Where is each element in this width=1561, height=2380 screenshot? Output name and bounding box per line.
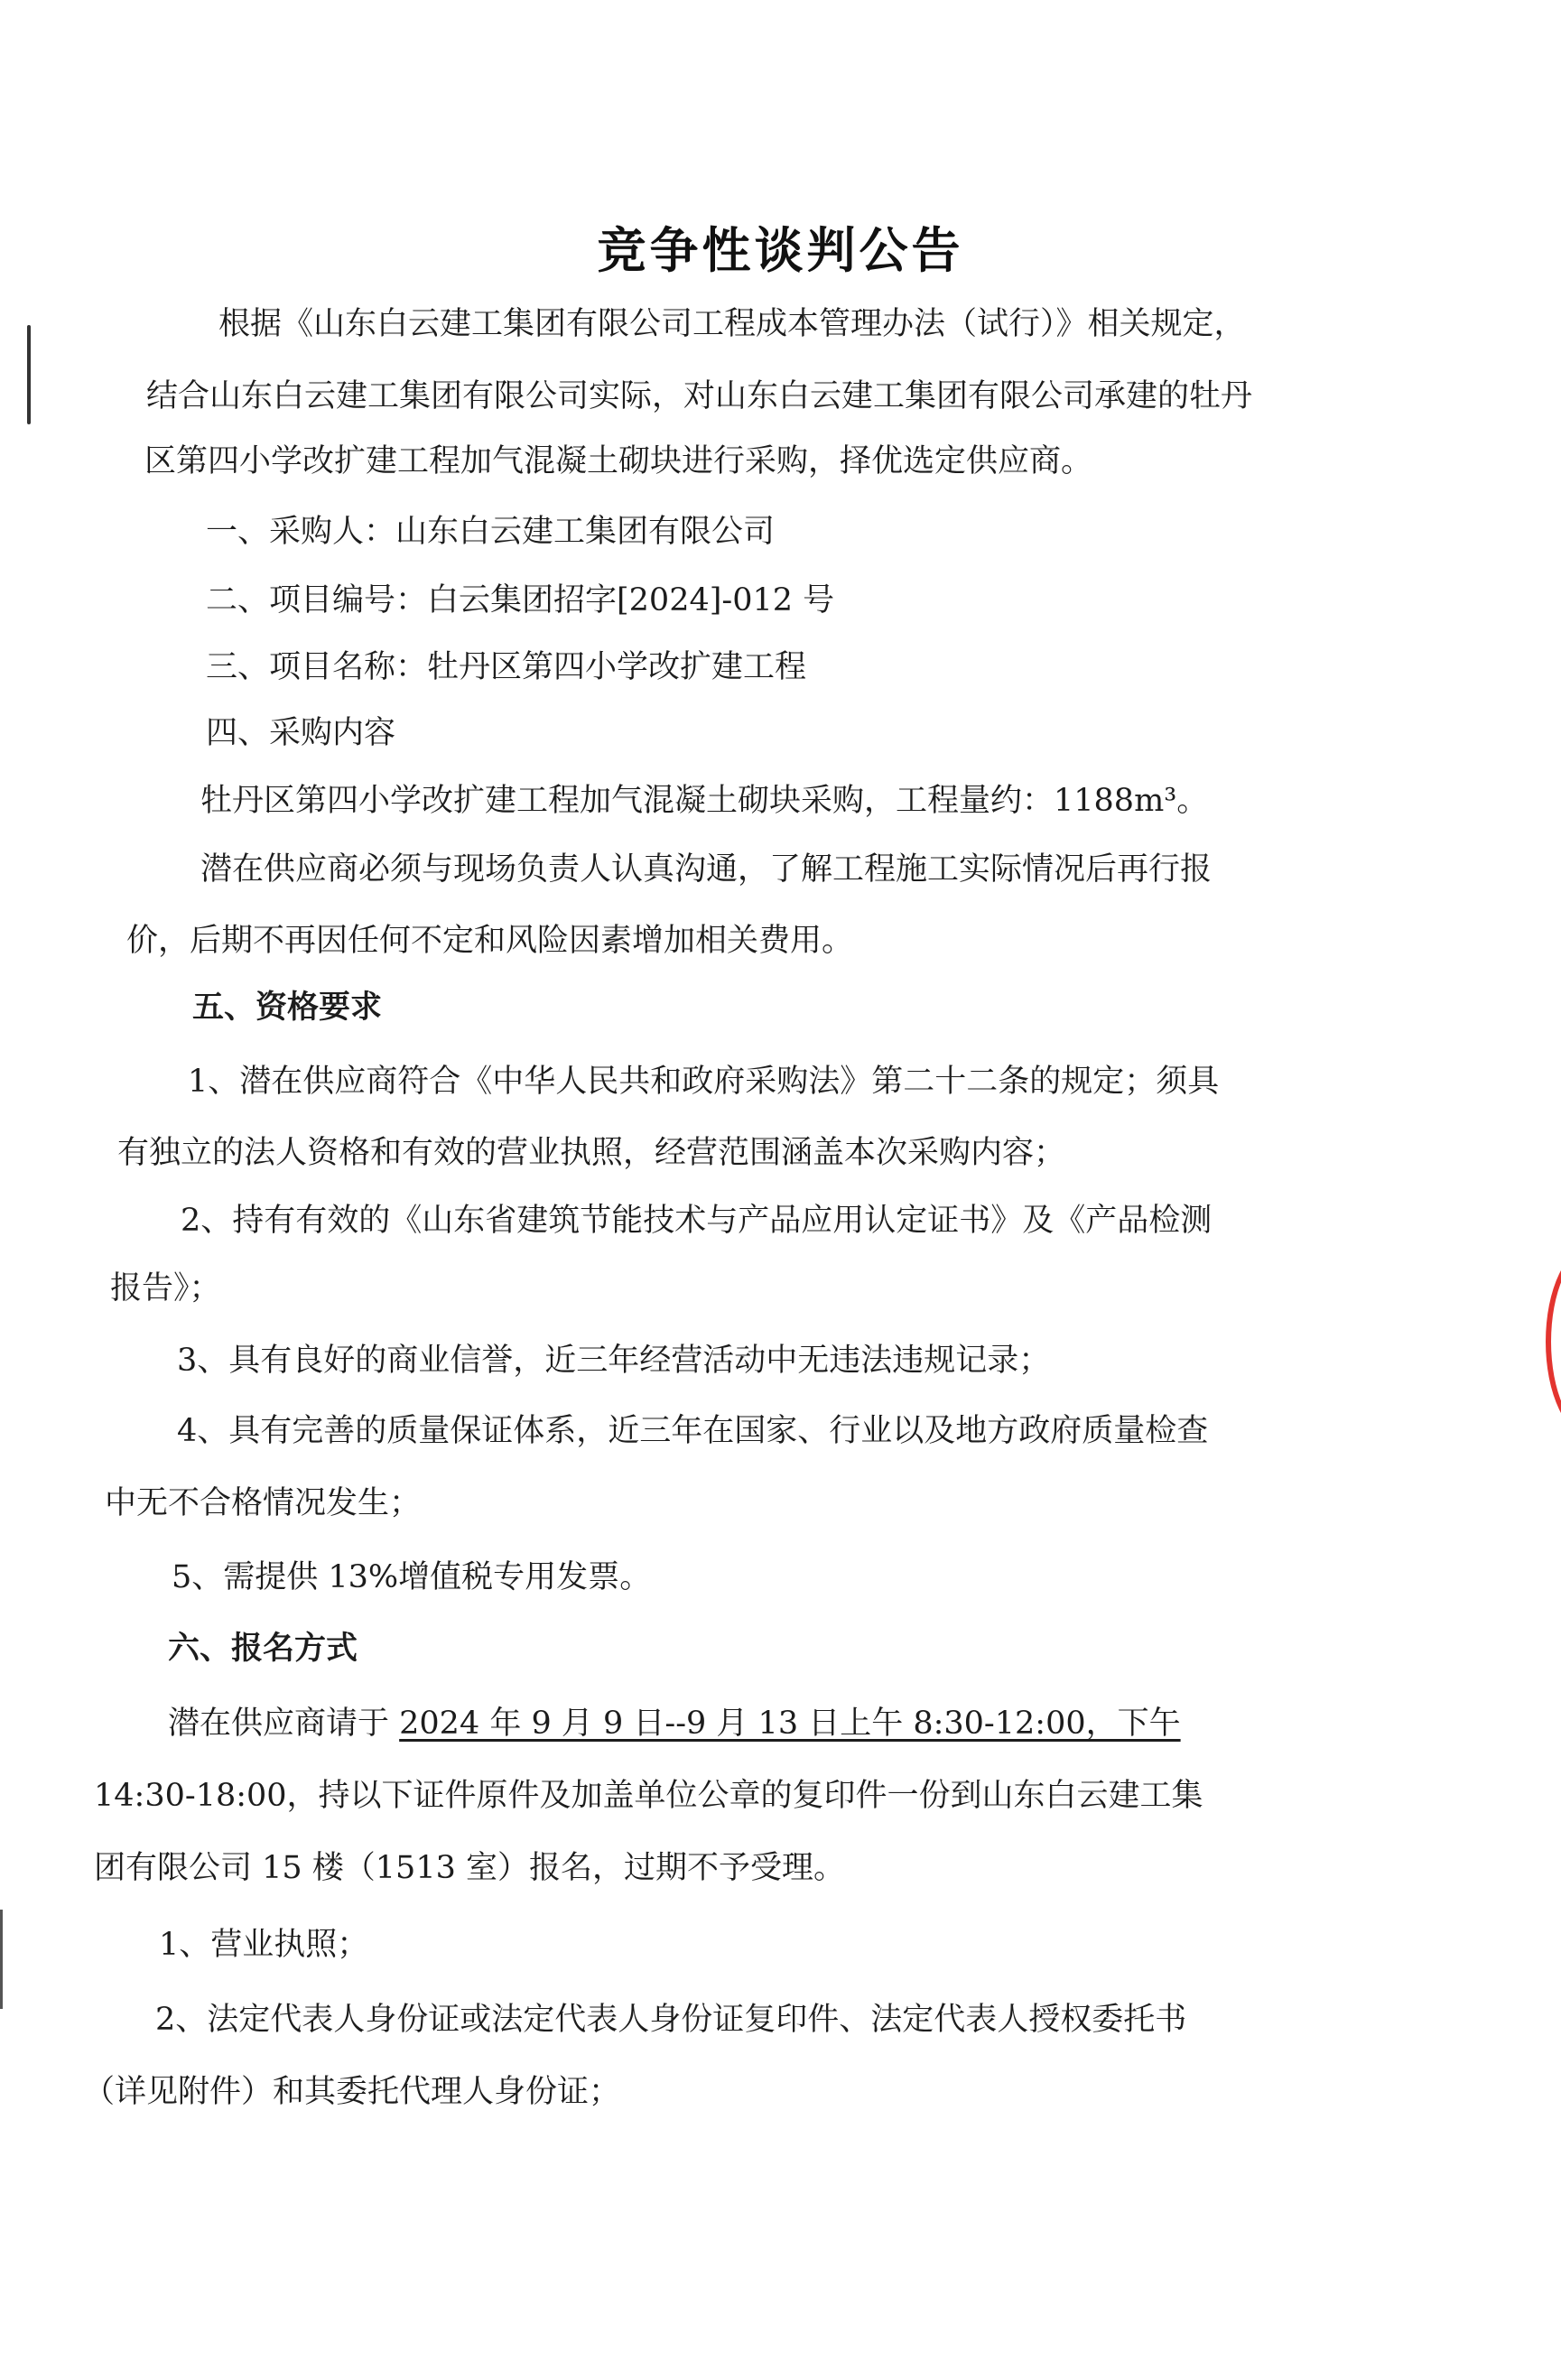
qualification-3: 3、具有良好的商业信誉，近三年经营活动中无违法违规记录； <box>177 1343 1051 1379</box>
required-doc-1: 1、营业执照； <box>159 1927 369 1963</box>
purchaser-line: 一、采购人：山东白云建工集团有限公司 <box>206 514 776 550</box>
signup-line-3: 团有限公司 15 楼（1513 室）报名，过期不予受理。 <box>94 1850 845 1886</box>
content-heading: 四、采购内容 <box>206 715 396 751</box>
intro-line-2: 结合山东白云建工集团有限公司实际，对山东白云建工集团有限公司承建的牡丹 <box>146 378 1253 414</box>
intro-line-1: 根据《山东白云建工集团有限公司工程成本管理办法（试行）》相关规定， <box>218 306 1246 342</box>
qualification-5: 5、需提供 13%增值税专用发票。 <box>172 1559 652 1595</box>
signup-line-1 <box>168 1708 1181 1740</box>
red-seal-edge <box>1546 1246 1561 1437</box>
required-doc-2a: 2、法定代表人身份证或法定代表人身份证复印件、法定代表人授权委托书 <box>155 2002 1187 2038</box>
qualification-1a: 1、潜在供应商符合《中华人民共和政府采购法》第二十二条的规定；须具 <box>188 1064 1220 1100</box>
qualification-4a: 4、具有完善的质量保证体系，近三年在国家、行业以及地方政府质量检查 <box>177 1413 1209 1449</box>
intro-line-3: 区第四小学改扩建工程加气混凝土砌块进行采购，择优选定供应商。 <box>144 443 1093 479</box>
qualification-2a: 2、持有有效的《山东省建筑节能技术与产品应用认定证书》及《产品检测 <box>181 1203 1213 1239</box>
document-title: 竞争性谈判公告 <box>597 221 964 279</box>
project-name-line: 三、项目名称：牡丹区第四小学改扩建工程 <box>206 649 807 685</box>
required-doc-2b: （详见附件）和其委托代理人身份证； <box>83 2074 621 2110</box>
margin-pen-mark <box>27 325 31 424</box>
qualification-4b: 中无不合格情况发生； <box>105 1485 422 1521</box>
signup-line-2: 14:30-18:00，持以下证件原件及加盖单位公章的复印件一份到山东白云建工集 <box>94 1778 1203 1814</box>
qualification-heading: 五、资格要求 <box>192 989 383 1026</box>
signup-prefix: 潜在供应商请于 <box>168 1706 400 1742</box>
qualification-2b: 报告》； <box>110 1270 221 1306</box>
content-line: 牡丹区第四小学改扩建工程加气混凝土砌块采购，工程量约：1188m³。 <box>200 783 1209 819</box>
content-note-1: 潜在供应商必须与现场负责人认真沟通，了解工程施工实际情况后再行报 <box>200 851 1213 888</box>
margin-scan-edge <box>0 1910 3 2009</box>
content-note-2: 价，后期不再因任何不定和风险因素增加相关费用。 <box>126 923 854 959</box>
signup-heading: 六、报名方式 <box>168 1630 358 1667</box>
signup-date: 2024 年 9 月 9 日--9 月 13 日上午 8:30-12:00，下午 <box>399 1706 1181 1742</box>
qualification-1b: 有独立的法人资格和有效的营业执照，经营范围涵盖本次采购内容； <box>117 1135 1066 1171</box>
project-number-line: 二、项目编号：白云集团招字[2024]-012 号 <box>206 582 835 618</box>
